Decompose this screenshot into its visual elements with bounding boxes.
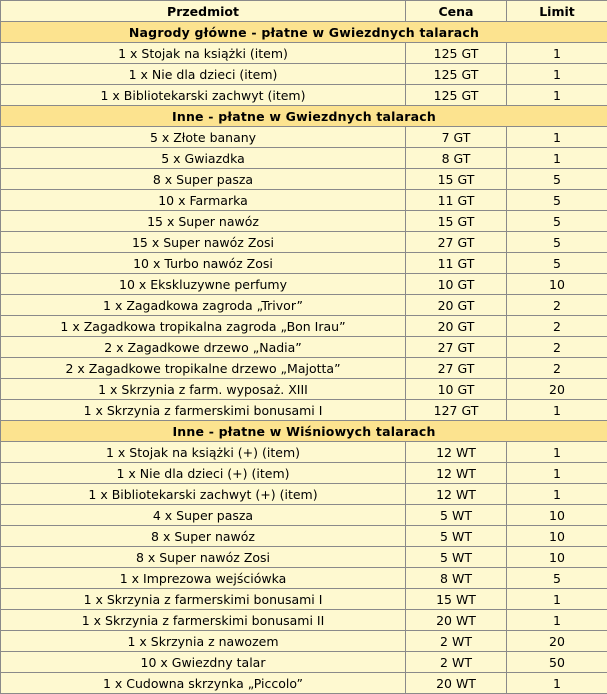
table-row	[1, 505, 607, 526]
cell-item: 1 x Bibliotekarski zachwyt (+) (item)	[1, 484, 406, 505]
cell-limit: 20	[507, 631, 607, 652]
table-row	[1, 295, 607, 316]
section-header-row	[1, 22, 607, 43]
table-row	[1, 379, 607, 400]
table-body	[1, 22, 607, 694]
cell-limit: 20	[507, 379, 607, 400]
cell-limit: 10	[507, 547, 607, 568]
section-header-row	[1, 106, 607, 127]
cell-price: 7 GT	[406, 127, 507, 148]
table-row	[1, 568, 607, 589]
cell-price: 10 GT	[406, 274, 507, 295]
header-item: Przedmiot	[1, 1, 406, 22]
cell-price: 15 GT	[406, 211, 507, 232]
cell-item: 8 x Super pasza	[1, 169, 406, 190]
cell-item: 4 x Super pasza	[1, 505, 406, 526]
cell-item: 1 x Imprezowa wejściówka	[1, 568, 406, 589]
cell-item: 1 x Cudowna skrzynka „Piccolo”	[1, 673, 406, 694]
cell-price: 12 WT	[406, 463, 507, 484]
cell-price: 20 WT	[406, 673, 507, 694]
table-row	[1, 148, 607, 169]
cell-limit: 2	[507, 358, 607, 379]
cell-price: 15 GT	[406, 169, 507, 190]
cell-price: 27 GT	[406, 232, 507, 253]
cell-limit: 50	[507, 652, 607, 673]
cell-item: 10 x Farmarka	[1, 190, 406, 211]
cell-item: 10 x Ekskluzywne perfumy	[1, 274, 406, 295]
cell-item: 1 x Skrzynia z farmerskimi bonusami I	[1, 400, 406, 421]
cell-limit: 2	[507, 295, 607, 316]
cell-item: 1 x Stojak na książki (+) (item)	[1, 442, 406, 463]
cell-item: 2 x Zagadkowe drzewo „Nadia”	[1, 337, 406, 358]
cell-limit: 5	[507, 568, 607, 589]
section-header-row	[1, 421, 607, 442]
cell-price: 125 GT	[406, 85, 507, 106]
cell-item: 10 x Turbo nawóz Zosi	[1, 253, 406, 274]
cell-item: 1 x Stojak na książki (item)	[1, 43, 406, 64]
cell-price: 10 GT	[406, 379, 507, 400]
table-row	[1, 463, 607, 484]
table-row	[1, 400, 607, 421]
section-title: Inne - płatne w Gwiezdnych talarach	[1, 106, 607, 127]
cell-price: 8 WT	[406, 568, 507, 589]
cell-limit: 1	[507, 400, 607, 421]
cell-limit: 1	[507, 148, 607, 169]
cell-item: 1 x Nie dla dzieci (item)	[1, 64, 406, 85]
cell-limit: 10	[507, 526, 607, 547]
cell-limit: 1	[507, 673, 607, 694]
table-row	[1, 673, 607, 694]
table-row	[1, 442, 607, 463]
cell-limit: 1	[507, 43, 607, 64]
cell-price: 2 WT	[406, 652, 507, 673]
table-row	[1, 337, 607, 358]
cell-limit: 5	[507, 211, 607, 232]
cell-limit: 10	[507, 505, 607, 526]
cell-price: 5 WT	[406, 505, 507, 526]
cell-price: 20 WT	[406, 610, 507, 631]
cell-price: 20 GT	[406, 316, 507, 337]
table-row	[1, 589, 607, 610]
cell-item: 1 x Skrzynia z farmerskimi bonusami I	[1, 589, 406, 610]
cell-item: 1 x Nie dla dzieci (+) (item)	[1, 463, 406, 484]
table-row	[1, 631, 607, 652]
cell-limit: 10	[507, 274, 607, 295]
table-row	[1, 274, 607, 295]
cell-price: 11 GT	[406, 253, 507, 274]
cell-limit: 1	[507, 127, 607, 148]
table-row	[1, 610, 607, 631]
cell-item: 1 x Skrzynia z farmerskimi bonusami II	[1, 610, 406, 631]
table-row	[1, 652, 607, 673]
cell-price: 2 WT	[406, 631, 507, 652]
section-title: Nagrody główne - płatne w Gwiezdnych talarach	[1, 22, 607, 43]
cell-price: 12 WT	[406, 442, 507, 463]
cell-item: 8 x Super nawóz Zosi	[1, 547, 406, 568]
cell-price: 127 GT	[406, 400, 507, 421]
table-row	[1, 169, 607, 190]
cell-limit: 1	[507, 610, 607, 631]
cell-limit: 5	[507, 169, 607, 190]
cell-limit: 5	[507, 190, 607, 211]
cell-item: 10 x Gwiezdny talar	[1, 652, 406, 673]
cell-item: 1 x Zagadkowa zagroda „Trivor”	[1, 295, 406, 316]
table-row	[1, 232, 607, 253]
cell-item: 1 x Bibliotekarski zachwyt (item)	[1, 85, 406, 106]
table-row	[1, 484, 607, 505]
table-row	[1, 253, 607, 274]
cell-limit: 1	[507, 484, 607, 505]
table-row	[1, 85, 607, 106]
cell-item: 1 x Skrzynia z farm. wyposaż. XIII	[1, 379, 406, 400]
cell-price: 5 WT	[406, 526, 507, 547]
table-row	[1, 43, 607, 64]
cell-limit: 5	[507, 253, 607, 274]
cell-price: 125 GT	[406, 64, 507, 85]
cell-item: 15 x Super nawóz Zosi	[1, 232, 406, 253]
table-row	[1, 526, 607, 547]
cell-price: 27 GT	[406, 337, 507, 358]
cell-limit: 2	[507, 337, 607, 358]
cell-limit: 1	[507, 85, 607, 106]
cell-item: 5 x Gwiazdka	[1, 148, 406, 169]
cell-price: 125 GT	[406, 43, 507, 64]
cell-limit: 1	[507, 442, 607, 463]
table-row	[1, 547, 607, 568]
header-limit: Limit	[507, 1, 607, 22]
cell-item: 1 x Zagadkowa tropikalna zagroda „Bon Irau”	[1, 316, 406, 337]
cell-price: 20 GT	[406, 295, 507, 316]
table-row	[1, 358, 607, 379]
cell-item: 2 x Zagadkowe tropikalne drzewo „Majotta”	[1, 358, 406, 379]
cell-price: 15 WT	[406, 589, 507, 610]
cell-item: 8 x Super nawóz	[1, 526, 406, 547]
table-row	[1, 211, 607, 232]
cell-item: 5 x Złote banany	[1, 127, 406, 148]
cell-limit: 1	[507, 463, 607, 484]
cell-price: 5 WT	[406, 547, 507, 568]
table-row	[1, 190, 607, 211]
cell-limit: 1	[507, 64, 607, 85]
cell-price: 11 GT	[406, 190, 507, 211]
section-title: Inne - płatne w Wiśniowych talarach	[1, 421, 607, 442]
cell-limit: 1	[507, 589, 607, 610]
cell-item: 1 x Skrzynia z nawozem	[1, 631, 406, 652]
cell-limit: 5	[507, 232, 607, 253]
header-price: Cena	[406, 1, 507, 22]
table-row	[1, 316, 607, 337]
cell-item: 15 x Super nawóz	[1, 211, 406, 232]
cell-price: 27 GT	[406, 358, 507, 379]
table-row	[1, 127, 607, 148]
table-row	[1, 64, 607, 85]
cell-price: 12 WT	[406, 484, 507, 505]
header-row	[1, 1, 607, 22]
cell-limit: 2	[507, 316, 607, 337]
cell-price: 8 GT	[406, 148, 507, 169]
